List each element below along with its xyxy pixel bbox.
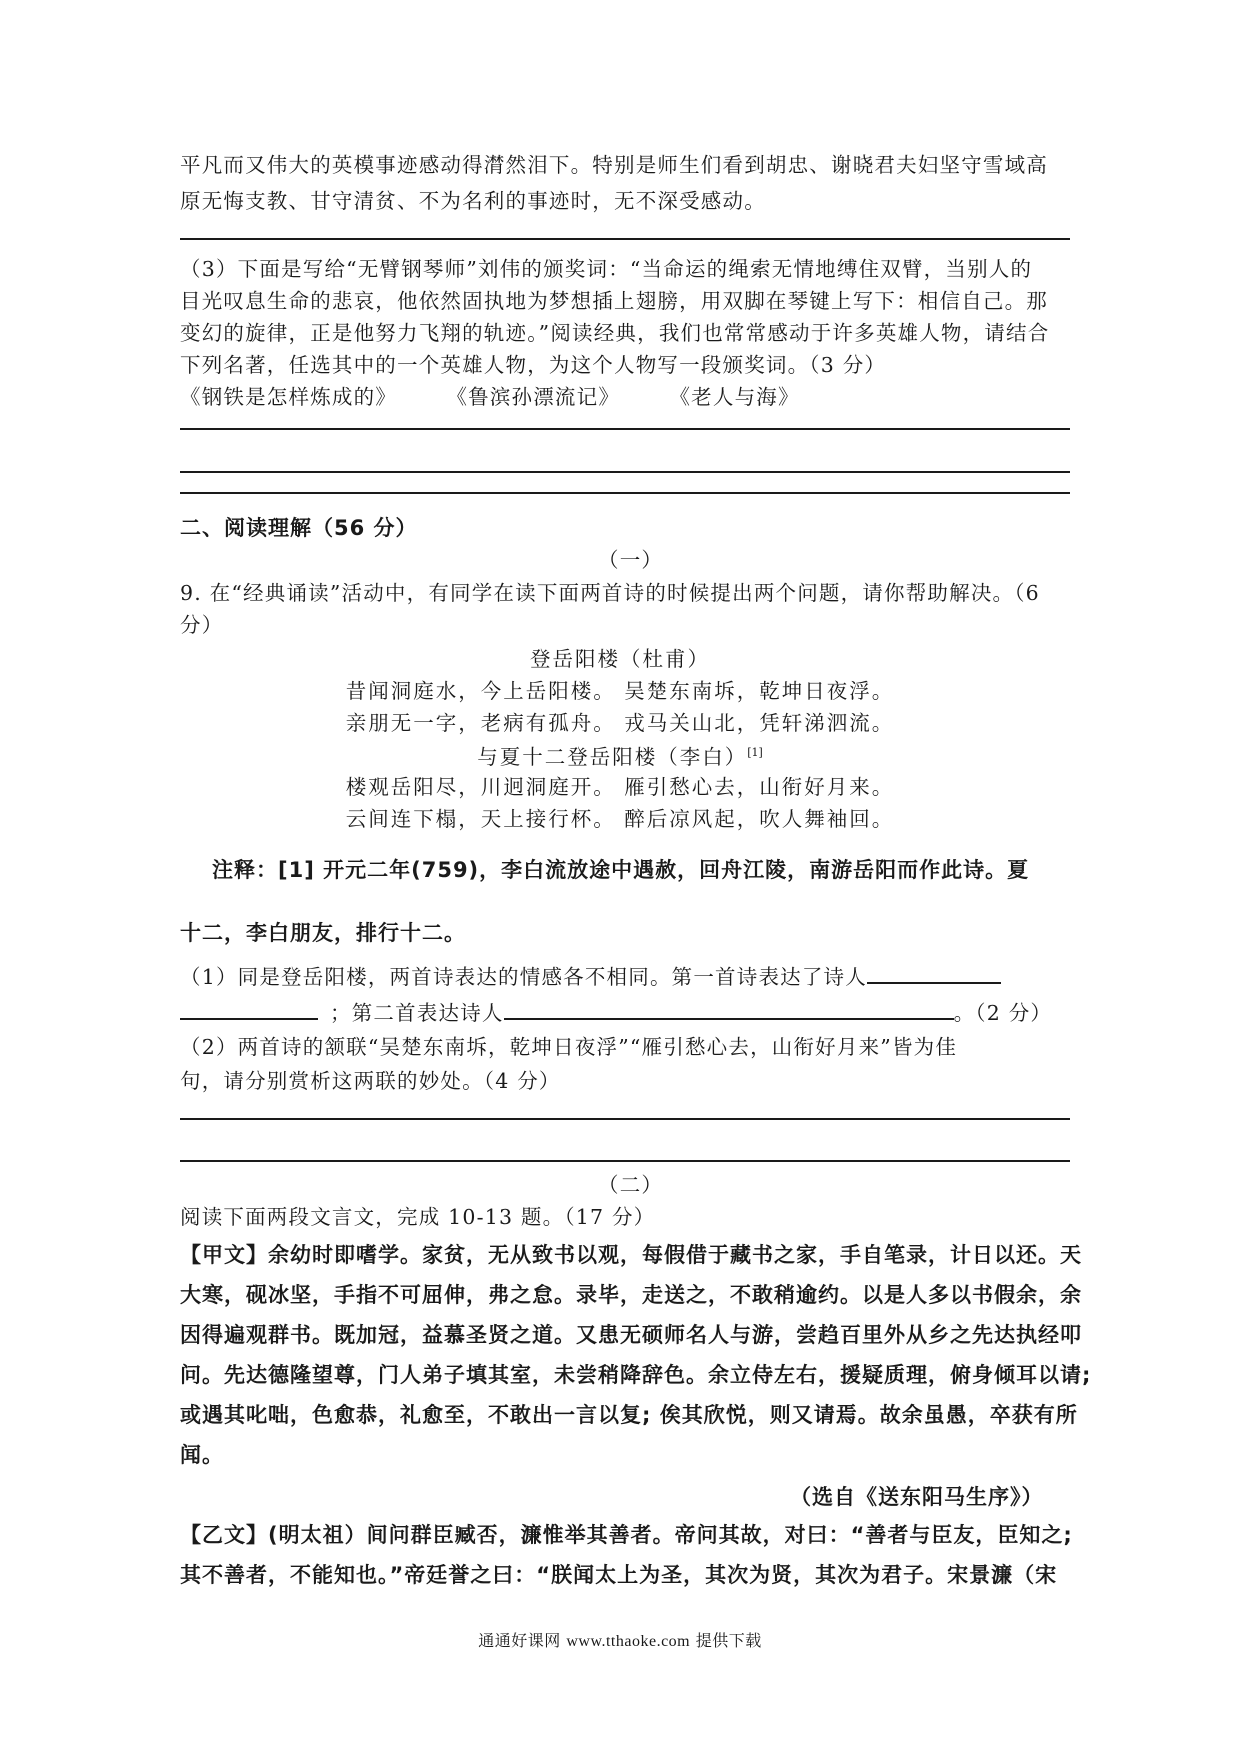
footer-url[interactable]: www.tthaoke.com [566, 1633, 691, 1650]
jia-line: 【甲文】余幼时即嗜学。家贫，无从致书以观，每假借于藏书之家，手自笔录，计日以还。天 [180, 1243, 1082, 1267]
book-title: 《钢铁是怎样炼成的》 [180, 385, 397, 409]
page-footer [0, 1628, 1240, 1651]
note-line-1: 注释：[1] 开元二年(759)，李白流放途中遇赦，回舟江陵，南游岳阳而作此诗。夏 [212, 858, 1030, 882]
footer-suffix: 提供下载 [695, 1631, 762, 1650]
poem-line: 楼观岳阳尽，川迥洞庭开。 雁引愁心去，山衔好月来。 [345, 775, 895, 799]
fill-blank[interactable] [180, 998, 318, 1020]
answer-rule [180, 471, 1070, 473]
fill-blank[interactable] [504, 998, 954, 1020]
footer-site: 通通好课网 [478, 1631, 561, 1650]
answer-rule [180, 1160, 1070, 1162]
jia-line: 因得遍观群书。既加冠，益慕圣贤之道。又患无硕师名人与游，尝趋百里外从乡之先达执经叩 [180, 1323, 1082, 1347]
book-title: 《鲁滨孙漂流记》 [446, 385, 621, 409]
yi-line: 其不善者，不能知也。”帝廷誉之曰：“朕闻太上为圣，其次为贤，其次为君子。宋景濂（宋 [180, 1563, 1058, 1587]
jia-line: 大寒，砚冰坚，手指不可屈伸，弗之怠。录毕，走送之，不敢稍逾约。以是人多以书假余，余 [180, 1283, 1082, 1307]
intro-line-2: 原无悔支教、甘守清贫、不为名利的事迹时，无不深受感动。 [180, 189, 766, 213]
q9-2-line-1: （2）两首诗的颔联“吴楚东南坼，乾坤日夜浮”“雁引愁心去，山衔好月来”皆为佳 [180, 1035, 958, 1059]
q9-1-text: ；第二首表达诗人 [330, 1001, 504, 1025]
book-list [180, 382, 1070, 412]
q3-line-3: 变幻的旋律，正是他努力飞翔的轨迹。”阅读经典，我们也常常感动于许多英雄人物，请结合 [180, 321, 1050, 345]
note-line-2: 十二，李白朋友，排行十二。 [180, 921, 466, 945]
q9-1-line-b [180, 998, 1070, 1028]
q9-2-line-2: 句，请分别赏析这两联的妙处。（4 分） [180, 1069, 561, 1093]
part-heading: （二） [598, 1173, 664, 1197]
yi-line: 【乙文】(明太祖）间问群臣臧否，濂惟举其善者。帝问其故，对曰：“善者与臣友，臣知之; [180, 1523, 1073, 1547]
q9-line-1: 9. 在“经典诵读”活动中，有同学在读下面两首诗的时候提出两个问题，请你帮助解决。（6 [180, 581, 1040, 605]
source-citation: （选自《送东阳马生序》） [790, 1485, 1044, 1509]
intro-line-1: 平凡而又伟大的英模事迹感动得潸然泪下。特别是师生们看到胡忠、谢晓君夫妇坚守雪域高 [180, 153, 1048, 177]
q9-1-score: 。（2 分） [953, 1001, 1053, 1025]
answer-rule [180, 428, 1070, 430]
answer-rule [180, 238, 1070, 240]
footnote-mark: [1] [747, 746, 763, 759]
q9-line-2: 分） [180, 613, 224, 637]
poem-title-2 [0, 738, 1240, 772]
answer-rule [180, 492, 1070, 494]
q9-1-line [180, 962, 1070, 992]
section-heading: 二、阅读理解（56 分） [180, 516, 418, 540]
book-title: 《老人与海》 [669, 385, 800, 409]
poem-title: 登岳阳楼（杜甫） [530, 647, 710, 671]
jia-line: 闻。 [180, 1443, 224, 1467]
part-heading: （一） [598, 548, 664, 572]
jia-line: 问。先达德隆望尊，门人弟子填其室，未尝稍降辞色。余立侍左右，援疑质理，俯身倾耳以请; [180, 1363, 1092, 1387]
q3-line-4: 下列名著，任选其中的一个英雄人物，为这个人物写一段颁奖词。（3 分） [180, 353, 887, 377]
q9-1-text: （1）同是登岳阳楼，两首诗表达的情感各不相同。第一首诗表达了诗人 [180, 965, 867, 989]
fill-blank[interactable] [867, 962, 1001, 984]
jia-line: 或遇其叱咄，色愈恭，礼愈至，不敢出一言以复; 俟其欣悦，则又请焉。故余虽愚，卒获有所 [180, 1403, 1078, 1427]
answer-rule [180, 1118, 1070, 1120]
q3-line-1: （3）下面是写给“无臂钢琴师”刘伟的颁奖词：“当命运的绳索无情地缚住双臂，当别人的 [180, 257, 1033, 281]
poem-line: 云间连下榻，天上接行杯。 醉后凉风起，吹人舞袖回。 [345, 807, 895, 831]
q3-line-2: 目光叹息生命的悲哀，他依然固执地为梦想插上翅膀，用双脚在琴键上写下：相信自己。那 [180, 289, 1048, 313]
reading-intro: 阅读下面两段文言文，完成 10-13 题。（17 分） [180, 1205, 656, 1229]
poem-title: 与夏十二登岳阳楼（李白） [477, 744, 748, 769]
poem-line: 亲朋无一字，老病有孤舟。 戎马关山北，凭轩涕泗流。 [345, 711, 895, 735]
poem-line: 昔闻洞庭水，今上岳阳楼。 吴楚东南坼，乾坤日夜浮。 [345, 679, 895, 703]
